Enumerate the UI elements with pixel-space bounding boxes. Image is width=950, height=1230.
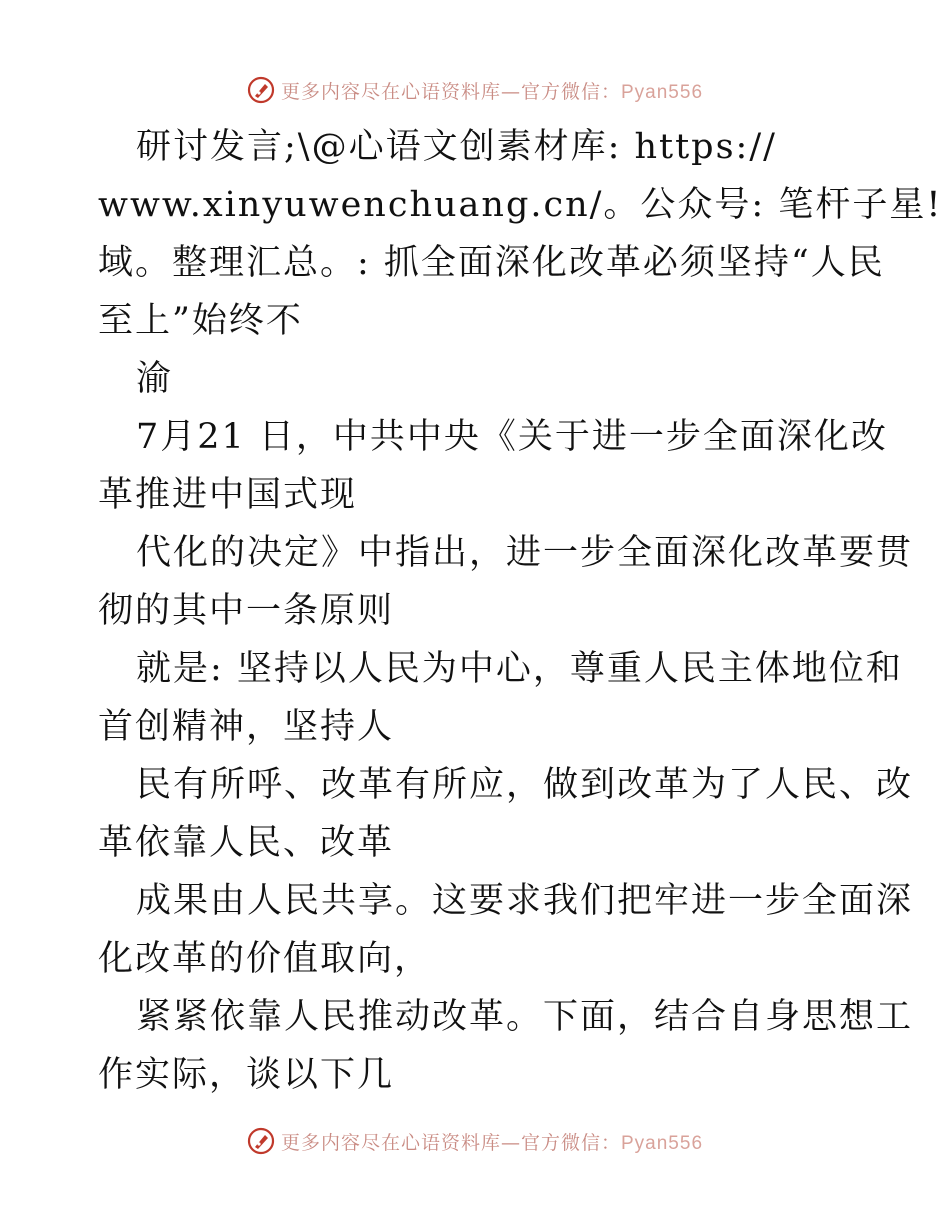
header-watermark xyxy=(0,70,950,110)
text-line: 成果由人民共享。这要求我们把牢进一步全面深 xyxy=(136,881,914,921)
watermark-slogan: 更多内容尽在心语资料库 xyxy=(280,80,501,103)
text-line: 首创精神，坚持人 xyxy=(98,707,395,747)
text-line: 至上”始终不 xyxy=(98,301,303,341)
header-watermark-text xyxy=(281,77,703,104)
pen-nib-logo-icon xyxy=(247,1127,275,1155)
document-body xyxy=(98,118,943,1104)
watermark-contact-label: 官方微信： xyxy=(520,1131,621,1154)
watermark-separator: — xyxy=(500,1131,521,1154)
watermark-wechat-id: Pyan556 xyxy=(621,1132,704,1154)
text-line: 革依靠人民、改革 xyxy=(98,823,395,863)
text-line: 域。整理汇总。: 抓全面深化改革必须坚持“人民 xyxy=(98,243,885,283)
text-line: 就是: 坚持以人民为中心，尊重人民主体地位和 xyxy=(136,649,903,689)
watermark-slogan: 更多内容尽在心语资料库 xyxy=(280,1131,501,1154)
text-line: 紧紧依靠人民推动改革。下面，结合自身思想工 xyxy=(136,997,914,1037)
watermark-contact-label: 官方微信： xyxy=(520,80,621,103)
text-line: 民有所呼、改革有所应，做到改革为了人民、改 xyxy=(136,765,914,805)
text-line: 代化的决定》中指出，进一步全面深化改革要贯 xyxy=(136,533,914,573)
text-line: 革推进中国式现 xyxy=(98,475,358,515)
text-line: 化改革的价值取向， xyxy=(98,939,432,979)
text-line: 7月21 日，中共中央《关于进一步全面深化改 xyxy=(136,417,888,457)
text-line: 研讨发言;\@心语文创素材库: https:// xyxy=(136,127,777,167)
watermark-wechat-id: Pyan556 xyxy=(621,81,704,103)
footer-watermark xyxy=(0,1121,950,1161)
text-line: 渝 xyxy=(136,359,174,399)
text-line: www.xinyuwenchuang.cn/。公众号: 笔杆子星! xyxy=(98,185,943,225)
pen-nib-logo-icon xyxy=(247,76,275,104)
text-line: 作实际，谈以下几 xyxy=(98,1055,395,1095)
text-line: 彻的其中一条原则 xyxy=(98,591,395,631)
footer-watermark-text xyxy=(281,1128,703,1155)
watermark-separator: — xyxy=(500,80,521,103)
